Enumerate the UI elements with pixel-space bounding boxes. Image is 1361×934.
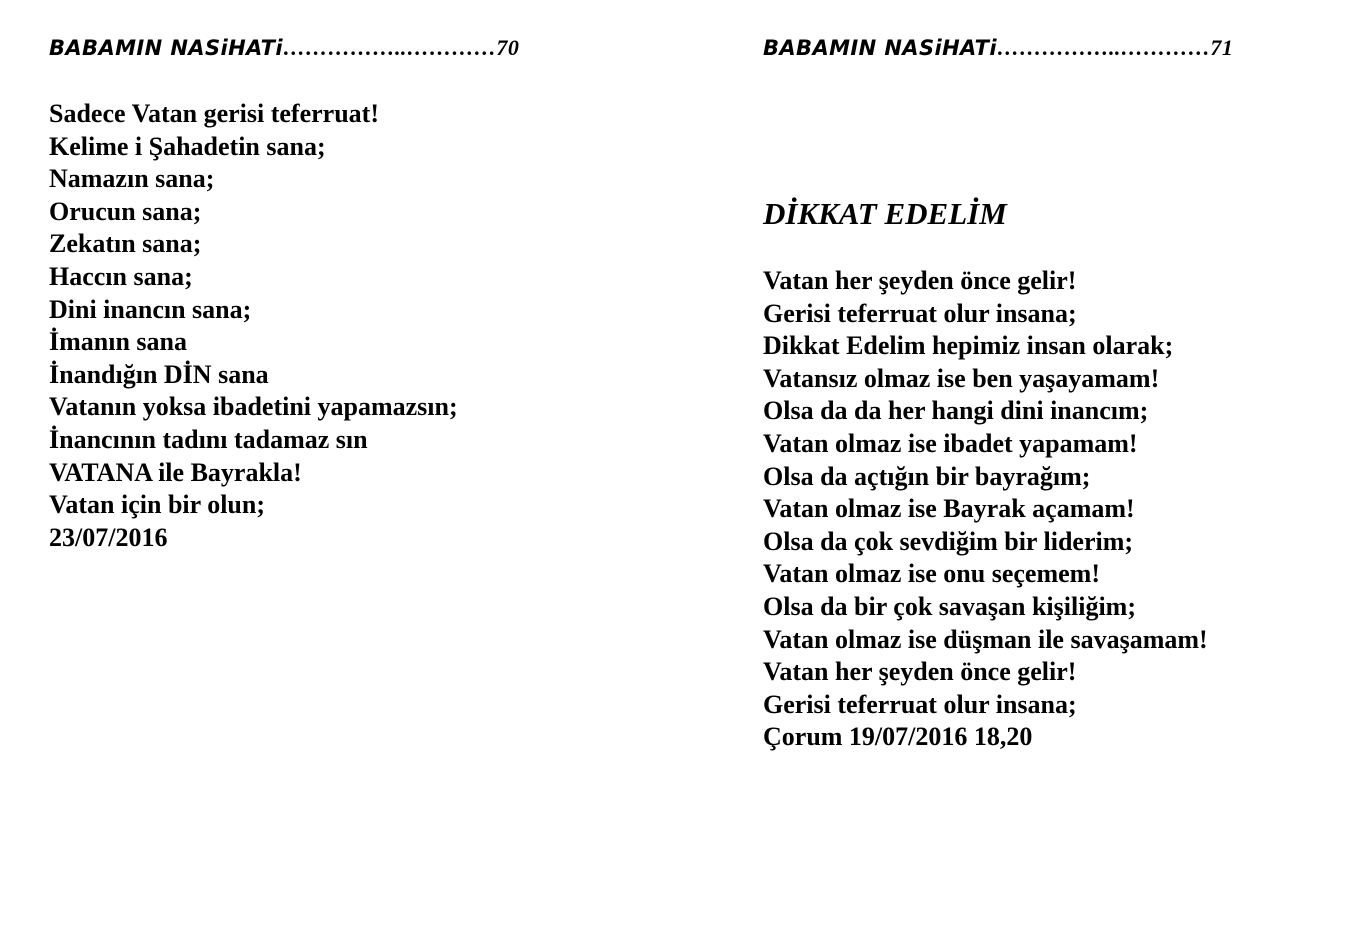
verse-line: Dini inancın sana; bbox=[49, 294, 252, 324]
verse-line: Dikkat Edelim hepimiz insan olarak; bbox=[763, 331, 1174, 361]
left-page-number: 70 bbox=[496, 35, 520, 60]
verse-signature: Çorum 19/07/2016 18,20 bbox=[763, 722, 1033, 752]
left-header-title: BABAMIN NASiHATi bbox=[49, 36, 284, 60]
verse-line: Zekatın sana; bbox=[49, 229, 202, 259]
verse-line: İmanın sana bbox=[49, 327, 187, 357]
right-page bbox=[763, 0, 1353, 934]
verse-line: Orucun sana; bbox=[49, 196, 202, 226]
verse-line: Olsa da açtığın bir bayrağım; bbox=[763, 461, 1091, 491]
right-running-header bbox=[763, 32, 1233, 64]
left-verse-block bbox=[49, 98, 458, 554]
verse-line: VATANA ile Bayrakla! bbox=[49, 457, 302, 487]
verse-line: Gerisi teferruat olur insana; bbox=[763, 689, 1077, 719]
verse-line: Vatanın yoksa ibadetini yapamazsın; bbox=[49, 392, 458, 422]
verse-line: Vatan olmaz ise onu seçemem! bbox=[763, 559, 1100, 589]
verse-line: Olsa da çok sevdiğim bir liderim; bbox=[763, 526, 1134, 556]
verse-line: Haccın sana; bbox=[49, 261, 193, 291]
verse-line: Vatan her şeyden önce gelir! bbox=[763, 657, 1077, 687]
left-header-dots: ……………..………… bbox=[283, 35, 497, 60]
verse-line: Vatan olmaz ise düşman ile savaşamam! bbox=[763, 624, 1208, 654]
verse-line: Vatansız olmaz ise ben yaşayamam! bbox=[763, 363, 1160, 393]
right-header-title: BABAMIN NASiHATi bbox=[763, 36, 998, 60]
verse-line: İnancının tadını tadamaz sın bbox=[49, 424, 368, 454]
verse-line: Olsa da da her hangi dini inancım; bbox=[763, 396, 1149, 426]
poem-title: DİKKAT EDELİM bbox=[763, 196, 1007, 231]
verse-date: 23/07/2016 bbox=[49, 522, 168, 552]
verse-line: Vatan olmaz ise Bayrak açamam! bbox=[763, 494, 1135, 524]
verse-line: İnandığın DİN sana bbox=[49, 359, 269, 389]
verse-line: Vatan her şeyden önce gelir! bbox=[763, 266, 1077, 295]
verse-line: Sadece Vatan gerisi teferruat! bbox=[49, 99, 379, 128]
verse-line: Olsa da bir çok savaşan kişiliğim; bbox=[763, 591, 1136, 621]
verse-line: Vatan için bir olun; bbox=[49, 490, 266, 520]
right-page-number: 71 bbox=[1210, 35, 1234, 60]
right-header-dots: ……………..………… bbox=[997, 35, 1211, 60]
right-verse-block bbox=[763, 265, 1208, 754]
verse-line: Vatan olmaz ise ibadet yapamam! bbox=[763, 428, 1138, 458]
left-page bbox=[49, 0, 689, 934]
verse-line: Namazın sana; bbox=[49, 164, 215, 194]
verse-line: Gerisi teferruat olur insana; bbox=[763, 298, 1077, 328]
left-running-header bbox=[49, 32, 519, 64]
verse-line: Kelime i Şahadetin sana; bbox=[49, 131, 326, 161]
